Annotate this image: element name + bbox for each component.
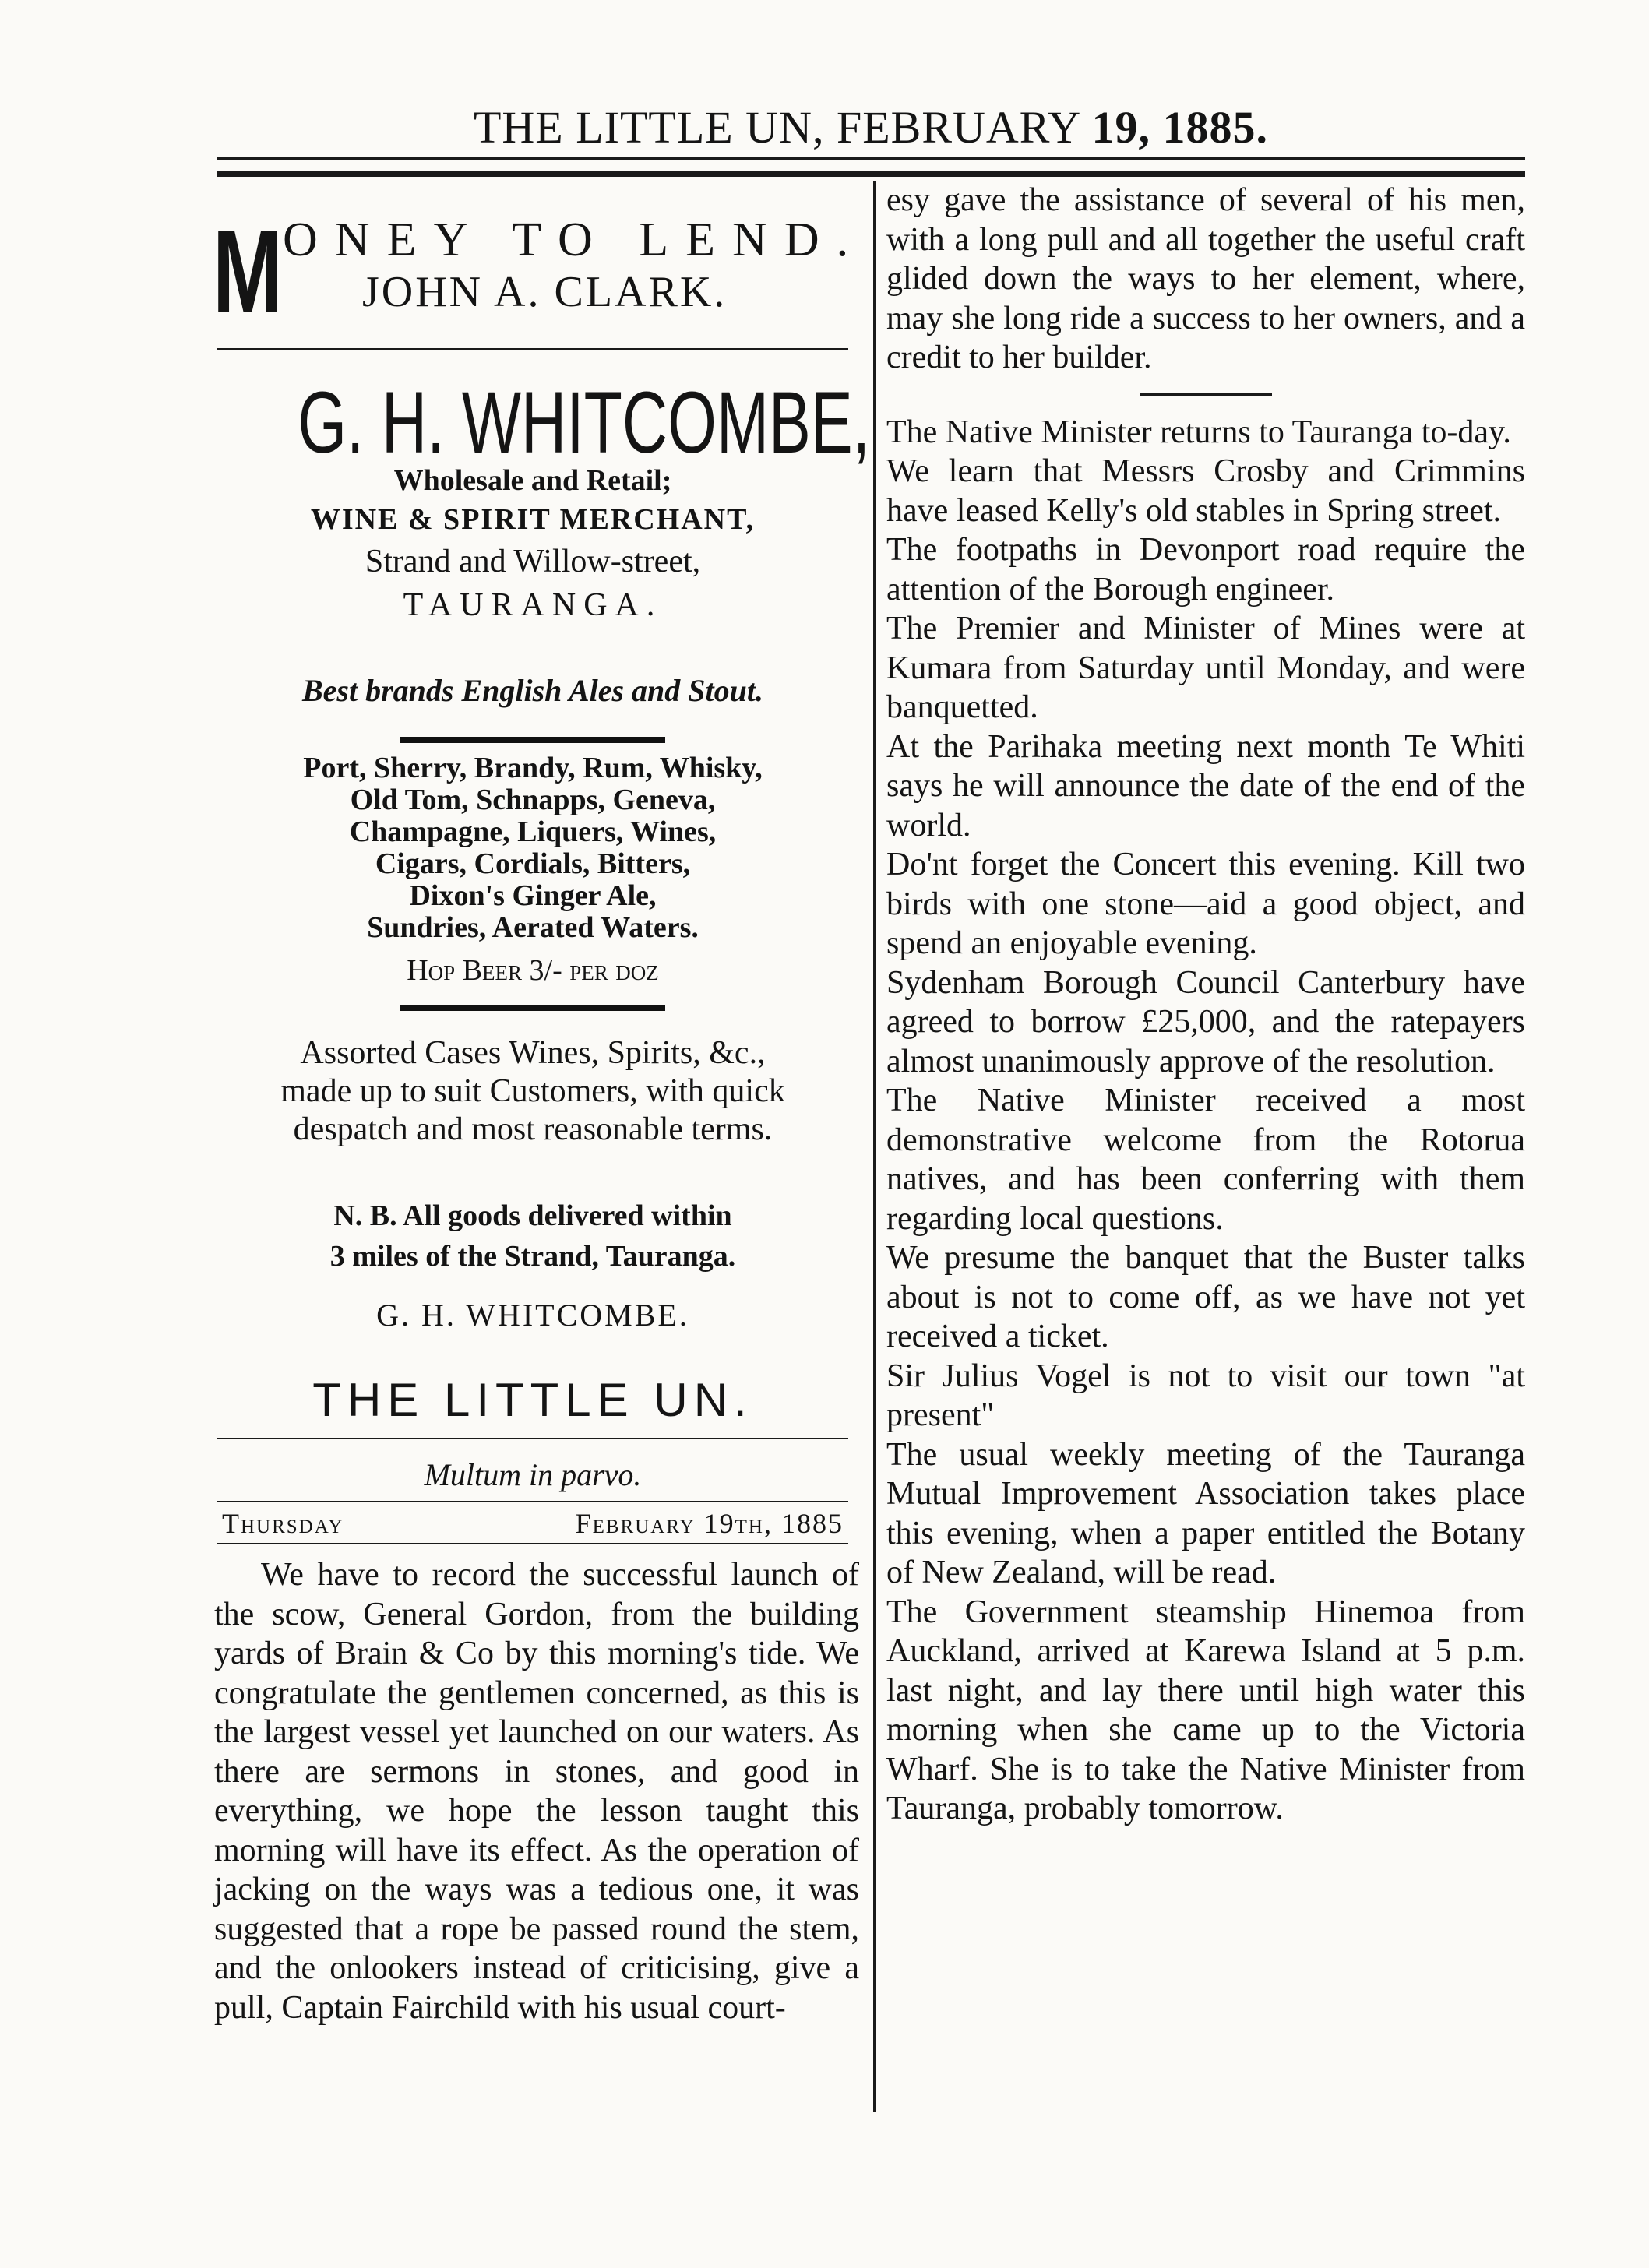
- news-items: [886, 181, 1525, 1829]
- news-item: The Premier and Minister of Mines were at Kumara from Saturday until Monday, and were banquetted.: [886, 611, 1525, 725]
- divider: [400, 1005, 665, 1011]
- article-paragraph: We have to record the successful launch of the scow, General Gordon, from the building yards of Brain & Co by this morning's tide. We congratulate the gentlemen concerned, as this is the largest vessel yet launched on our waters. As there are sermons in stones, and good in everything, we hope the lesson taught this morning will have its effect. As the operation of jacking on the ways was a tedious one, it was suggested that a rope be passed round the stem, and the onlookers instead of criticising, give a pull, Captain Fairchild with his usual court-: [214, 1557, 859, 2026]
- news-item: The Native Minister returns to Tauranga to-day.: [886, 414, 1511, 450]
- product-line: Old Tom, Schnapps, Geneva,: [350, 784, 716, 816]
- assorted-cases: [206, 1034, 859, 1149]
- divider: [217, 1543, 848, 1544]
- product-line: Dixon's Ginger Ale,: [409, 879, 657, 912]
- product-list: [206, 752, 859, 944]
- news-item: The Native Minister received a most demonstrative welcome from the Rotorua natives, and has been conferring with them regarding local questions.: [886, 1083, 1525, 1237]
- merchant-signature: G. H. WHITCOMBE.: [376, 1298, 689, 1333]
- divider: [217, 1438, 848, 1439]
- header-title: THE LITTLE UN, FEBRUARY: [473, 102, 1080, 153]
- launch-article: [206, 1555, 859, 2027]
- merchant-trade: Wholesale and Retail;: [393, 464, 672, 497]
- news-item: Sydenham Borough Council Canterbury have agreed to borrow £25,000, and the ratepayers almost unanimously approve of the resolution.: [886, 964, 1525, 1079]
- assorted-line: made up to suit Customers, with quick: [280, 1073, 785, 1109]
- delivery-line: N. B. All goods delivered within: [333, 1199, 732, 1232]
- page-header: [427, 102, 1315, 153]
- news-item: The Government steamship Hinemoa from Auckland, arrived at Karewa Island at 5 p.m. last night, and lay there until high water this morning when she came up to the Victoria Wharf. She is to take the Native Minister from Tauranga, probably tomorrow.: [886, 1594, 1525, 1826]
- left-column: [206, 191, 871, 2027]
- assorted-line: Assorted Cases Wines, Spirits, &c.,: [300, 1035, 766, 1071]
- drop-cap: M: [213, 206, 283, 336]
- money-ad-line2: JOHN A. CLARK.: [362, 268, 728, 316]
- article-continuation: esy gave the assistance of several of his men, with a long pull and all together the useful craft glided down the ways to her element, where, may she long ride a success to her owners, and a credit to her builder.: [886, 182, 1525, 375]
- product-line: Champagne, Liquers, Wines,: [349, 815, 717, 848]
- header-rule-thick: [217, 171, 1525, 177]
- divider: [1140, 393, 1272, 396]
- divider: [217, 348, 848, 350]
- news-item: At the Parihaka meeting next month Te Whiti says he will announce the date of the end of the world.: [886, 728, 1525, 843]
- dateline-day: Thursday: [222, 1508, 344, 1539]
- whitcombe-ad: [206, 374, 871, 1333]
- news-item: The footpaths in Devonport road require the attention of the Borough engineer.: [886, 532, 1525, 608]
- delivery-note: [206, 1196, 859, 1277]
- brands-line: Best brands English Ales and Stout.: [301, 673, 764, 708]
- header-date: 19, 1885.: [1091, 102, 1269, 153]
- product-line: Sundries, Aerated Waters.: [367, 911, 699, 944]
- paper-motto: Multum in parvo.: [424, 1457, 642, 1492]
- merchant-town: TAURANGA.: [403, 587, 663, 623]
- merchant-role: WINE & SPIRIT MERCHANT,: [310, 503, 756, 536]
- hop-beer-price: Hop Beer 3/- per doz: [407, 954, 659, 987]
- news-item: We presume the banquet that the Buster talks about is not to come off, as we have not yet received a ticket.: [886, 1240, 1525, 1354]
- delivery-line: 3 miles of the Strand, Tauranga.: [329, 1240, 736, 1273]
- header-rule-thin: [217, 157, 1525, 160]
- money-ad-line1: ONEY TO LEND.: [283, 213, 866, 266]
- news-item: We learn that Messrs Crosby and Crimmins have leased Kelly's old stables in Spring street.: [886, 453, 1525, 529]
- news-item: The usual weekly meeting of the Tauranga Mutual Improvement Association takes place this evening, when a paper entitled the Botany of New Zealand, will be read.: [886, 1436, 1525, 1590]
- dateline: [206, 1502, 859, 1543]
- merchant-address: Strand and Willow-street,: [365, 544, 701, 579]
- masthead: [206, 1374, 859, 1544]
- right-column: [886, 181, 1525, 1829]
- divider: [400, 737, 665, 743]
- product-line: Cigars, Cordials, Bitters,: [375, 847, 691, 880]
- product-line: Port, Sherry, Brandy, Rum, Whisky,: [303, 752, 763, 784]
- merchant-name: G. H. WHITCOMBE,: [298, 374, 871, 471]
- paper-title: THE LITTLE UN.: [312, 1374, 753, 1426]
- dateline-date: February 19th, 1885: [575, 1508, 844, 1539]
- assorted-line: despatch and most reasonable terms.: [293, 1111, 773, 1147]
- column-divider: [873, 181, 876, 2112]
- money-to-lend-ad: [206, 191, 866, 339]
- news-item: Do'nt forget the Concert this evening. Kill two birds with one stone—aid a good object, and spend an enjoyable evening.: [886, 847, 1525, 961]
- news-item: Sir Julius Vogel is not to visit our town "at present": [886, 1358, 1525, 1433]
